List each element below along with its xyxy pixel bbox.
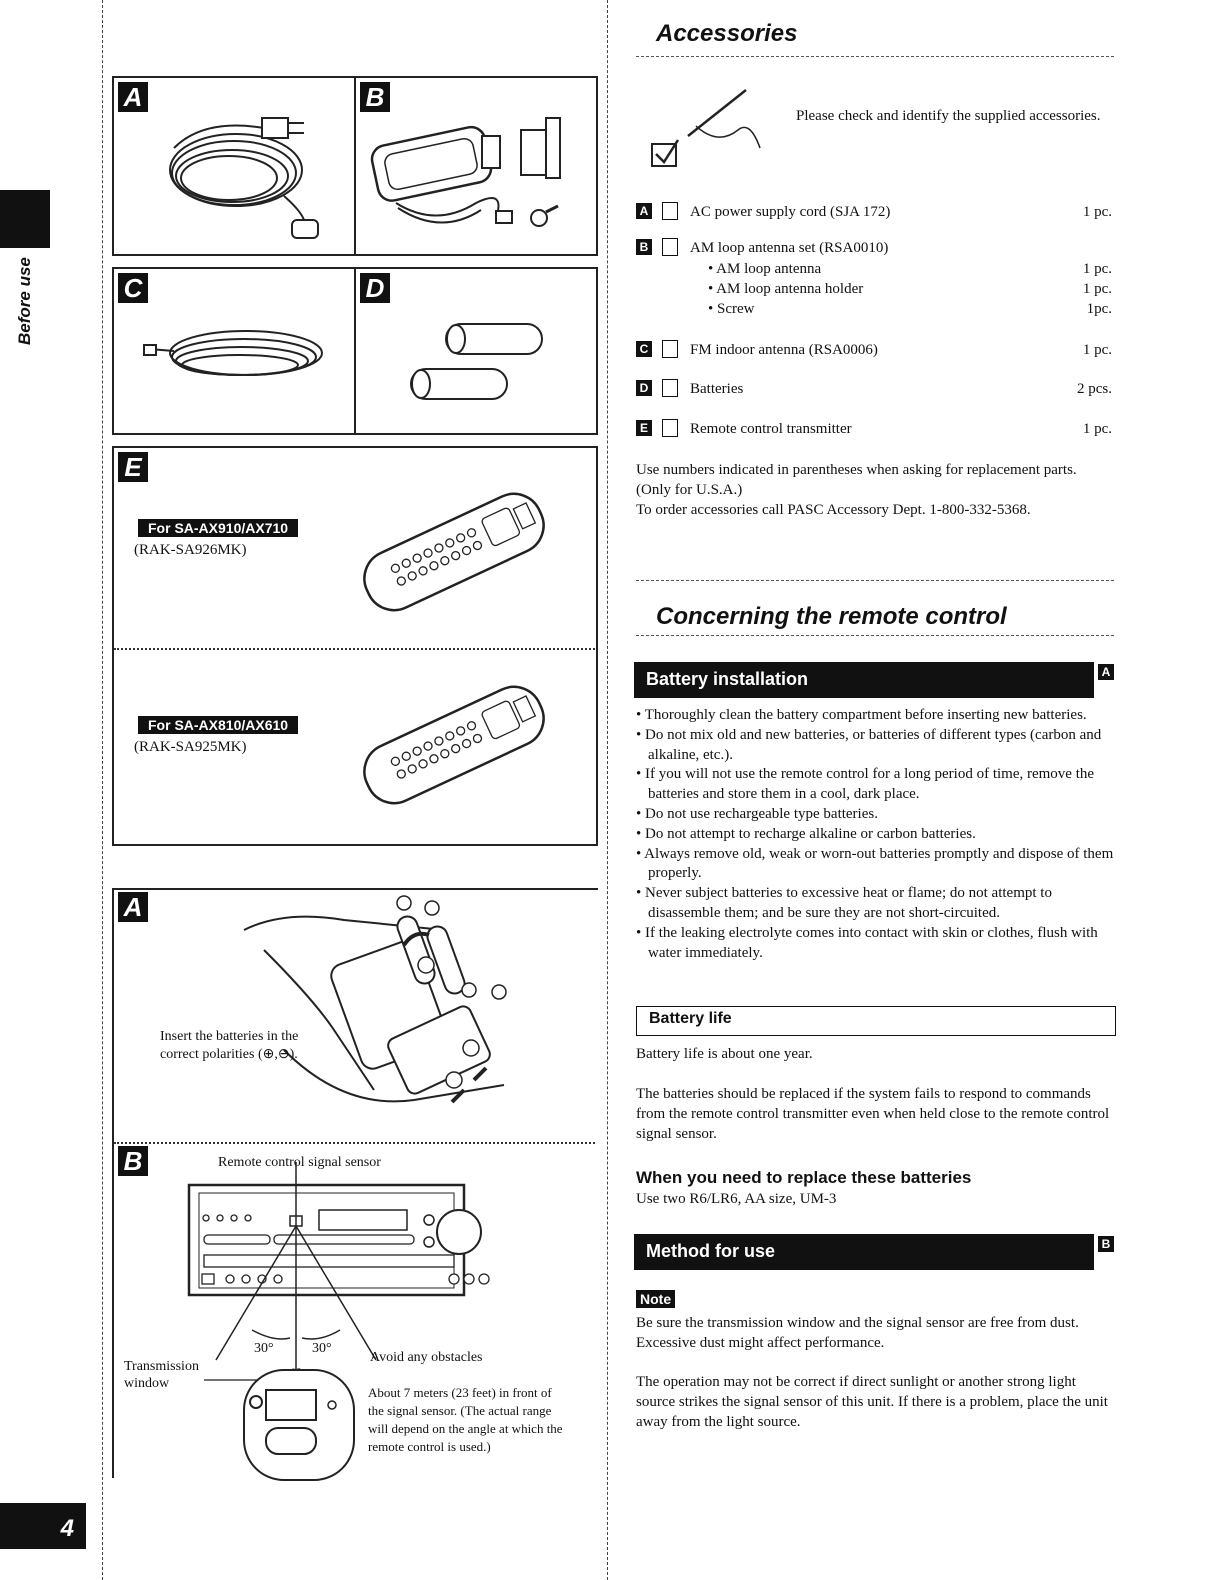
figure-panel-e: [112, 446, 598, 846]
transmission-window-caption: Transmission window: [124, 1359, 199, 1391]
note-label: Note: [636, 1290, 675, 1308]
battery-caption: Insert the batteries in the correct polarities (⊕,⊖).: [160, 1029, 299, 1062]
figure-letter: B: [360, 82, 390, 112]
remote-heading-frame: [636, 580, 1114, 636]
sensor-caption: Remote control signal sensor: [218, 1155, 381, 1170]
checklist-pen-icon: [648, 86, 768, 171]
accessory-label: • AM loop antenna: [708, 261, 822, 277]
list-item: • Do not mix old and new batteries, or batteries of different types (carbon and alkaline, etc.).: [636, 726, 1102, 763]
figure-letter: E: [118, 452, 148, 482]
section-label: Before use: [15, 257, 34, 345]
accessory-qty: 1 pc.: [1082, 342, 1112, 358]
accessory-label: • AM loop antenna holder: [708, 281, 864, 297]
list-item: • Do not use rechargeable type batteries.: [636, 805, 878, 822]
figure-panel-a: [112, 76, 357, 256]
fm-antenna-illustration: [114, 269, 354, 434]
remote-usage-figure: [112, 888, 598, 1478]
page-number: 4: [0, 1503, 86, 1549]
battery-life-text: Battery life is about one year.: [636, 1046, 813, 1062]
order-note: To order accessories call PASC Accessory Dept. 1-800-332-5368.: [636, 501, 1031, 518]
accessory-qty: 1 pc.: [1082, 204, 1112, 220]
battery-precautions-list: [636, 706, 1116, 963]
accessory-label: FM indoor antenna (RSA0006): [690, 342, 878, 358]
region-note: (Only for U.S.A.): [636, 481, 743, 498]
battery-life-heading: Battery life: [636, 1006, 1116, 1036]
accessories-title: Accessories: [656, 20, 798, 47]
left-margin-rule: [102, 0, 103, 1580]
heading-tag: B: [1098, 1236, 1114, 1252]
remote-part-number: (RAK-SA925MK): [134, 739, 247, 755]
accessory-checkbox[interactable]: [662, 238, 678, 256]
accessory-label: Batteries: [690, 381, 744, 397]
figure-letter: A: [118, 82, 148, 112]
section-tab-marker: [0, 190, 50, 248]
item-letter: A: [636, 203, 652, 219]
angle-right-label: 30°: [312, 1341, 332, 1356]
accessory-label: • Screw: [708, 301, 755, 317]
accessory-label: Remote control transmitter: [690, 421, 852, 437]
figure-panel-d: [354, 267, 598, 435]
remote-model-tag: For SA-AX810/AX610: [138, 716, 298, 734]
method-for-use-heading: Method for use: [634, 1234, 1094, 1270]
item-letter: B: [636, 239, 652, 255]
method-note-text: Be sure the transmission window and the signal sensor are free from dust. Excessive dust might affect performance.: [636, 1315, 1079, 1351]
list-item: • Never subject batteries to excessive heat or flame; do not attempt to disassemble them; and be sure they are not short-circuited.: [636, 885, 1052, 921]
accessory-qty: 1 pc.: [1082, 261, 1112, 277]
method-sunlight-text: The operation may not be correct if direct sunlight or another strong light source strikes the signal sensor of this unit. If there is a problem, place the unit away from the light source.: [636, 1374, 1108, 1430]
item-letter: E: [636, 420, 652, 436]
accessory-checkbox[interactable]: [662, 419, 678, 437]
am-antenna-illustration: [356, 78, 596, 253]
accessories-heading-frame: [636, 16, 1114, 57]
list-item: • Do not attempt to recharge alkaline or carbon batteries.: [636, 825, 976, 842]
remote-illustration-2: [114, 448, 594, 848]
range-caption: About 7 meters (23 feet) in front of the signal sensor. (The actual range will depend on the angle at which the remote control is used.): [368, 1385, 563, 1454]
replace-batteries-heading: When you need to replace these batteries: [636, 1168, 972, 1187]
figure-letter: C: [118, 273, 148, 303]
heading-tag: A: [1098, 664, 1114, 680]
item-letter: C: [636, 341, 652, 357]
replacement-note: Use numbers indicated in parentheses when asking for replacement parts.: [636, 462, 1077, 478]
accessory-qty: 1 pc.: [1082, 281, 1112, 297]
list-item: • Always remove old, weak or worn-out batteries promptly and dispose of them properly.: [636, 845, 1114, 882]
column-divider: [607, 0, 608, 1580]
accessory-qty: 1 pc.: [1082, 421, 1112, 437]
accessory-qty: 2 pcs.: [1077, 381, 1112, 397]
avoid-obstacles-caption: Avoid any obstacles: [370, 1350, 483, 1365]
batteries-illustration: [356, 269, 596, 434]
list-item: • If you will not use the remote control for a long period of time, remove the batteries and store them in a cool, dark place.: [636, 766, 1095, 803]
accessory-label: AC power supply cord (SJA 172): [690, 204, 891, 220]
battery-installation-heading: Battery installation: [634, 662, 1094, 698]
accessories-intro: Please check and identify the supplied accessories.: [796, 108, 1101, 124]
list-item: • If the leaking electrolyte comes into contact with skin or clothes, flush with water immediately.: [636, 924, 1098, 961]
accessory-qty: 1pc.: [1086, 301, 1112, 317]
item-letter: D: [636, 380, 652, 396]
accessory-checkbox[interactable]: [662, 340, 678, 358]
figure-letter: B: [118, 1146, 148, 1176]
remote-part-number: (RAK-SA926MK): [134, 542, 247, 558]
list-item: • Thoroughly clean the battery compartment before inserting new batteries.: [636, 707, 1087, 723]
replace-batteries-text: Use two R6/LR6, AA size, UM-3: [636, 1191, 837, 1207]
figure-panel-b: [354, 76, 598, 256]
figure-panel-c: [112, 267, 357, 435]
accessory-checkbox[interactable]: [662, 379, 678, 397]
figure-letter: D: [360, 273, 390, 303]
figure-letter: A: [118, 892, 148, 922]
ac-cord-illustration: [114, 78, 354, 253]
remote-section-title: Concerning the remote control: [656, 603, 1007, 630]
accessories-note: [636, 461, 1116, 520]
battery-replace-condition: The batteries should be replaced if the system fails to respond to commands from the remote control transmitter even when held close to the remote control signal sensor.: [636, 1086, 1110, 1142]
angle-left-label: 30°: [254, 1341, 274, 1356]
remote-model-tag: For SA-AX910/AX710: [138, 519, 298, 537]
accessory-checkbox[interactable]: [662, 202, 678, 220]
accessory-label: AM loop antenna set (RSA0010): [690, 240, 889, 256]
